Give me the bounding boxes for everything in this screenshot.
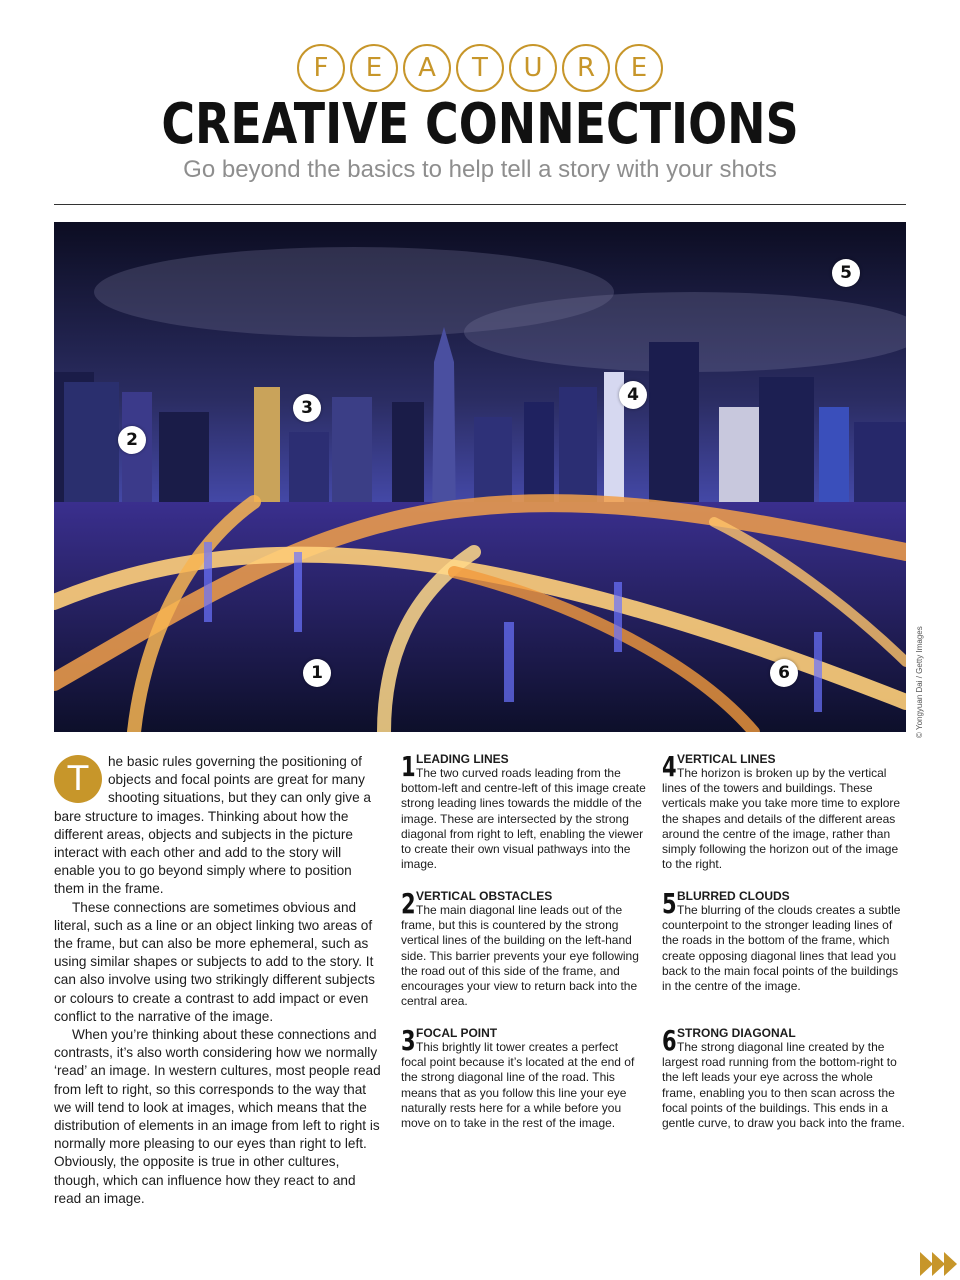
- feature-letter: E: [615, 44, 663, 92]
- header-divider: [54, 204, 906, 205]
- tip-title: VERTICAL LINES: [677, 752, 776, 766]
- photo-marker-2: 2: [118, 426, 146, 454]
- tip-number: 3: [401, 1024, 416, 1057]
- photo-marker-4: 4: [619, 381, 647, 409]
- tip-body: The strong diagonal line created by the largest road running from the bottom-right to the left leads your eye across the whole frame, enabling you to then scan across the focal points of the buildings. This ends in a gentle curve, to draw you back into the frame.: [662, 1040, 905, 1131]
- intro-paragraph: he basic rules governing the positioning of objects and focal points are great for many shooting situations, but they can only give a bare structure to images. Thinking about how the different areas, objects and subjects in the picture interact with each other and add to the story will enable you to go beyond simply where to position them in the frame.: [54, 754, 371, 897]
- photo-illustration: [54, 222, 906, 732]
- photo-marker-5: 5: [832, 259, 860, 287]
- tips-column-right: [662, 752, 907, 1163]
- tip-vertical-lines: [662, 752, 907, 889]
- photo-marker-6: 6: [770, 659, 798, 687]
- tip-body: The two curved roads leading from the bottom-left and centre-left of this image create strong leading lines towards the middle of the image. These are intersected by the strong diagonal from right to left, enabling the viewer to create their own visual pathways into the image.: [401, 766, 646, 872]
- tip-body: This brightly lit tower creates a perfect focal point because it’s located at the end of the strong diagonal line of the road. This means that as you follow this line your eye naturally rests here for a while before you move on to take in the rest of the image.: [401, 1040, 635, 1131]
- tip-title: VERTICAL OBSTACLES: [416, 889, 553, 903]
- intro-paragraph: These connections are sometimes obvious and literal, such as a line or an object linking two areas of the frame, but can also be more ephemeral, such as using similar shapes or subjects to add to the story. It can also involve using two strikingly different subjects or colours to create a contrast to add impact or even conflict to the narrative of the image.: [54, 899, 375, 1024]
- page-subtitle: Go beyond the basics to help tell a story with your shots: [183, 156, 777, 183]
- tip-number: 2: [401, 887, 416, 920]
- page-title: CREATIVE CONNECTIONS: [161, 92, 799, 157]
- tip-strong-diagonal: [662, 1026, 907, 1163]
- tip-body: The horizon is broken up by the vertical lines of the towers and buildings. These verticals make you take more time to explore the shapes and details of the different areas around the centre of the image, rather than simply following the horizon out of the image to the right.: [662, 766, 901, 872]
- photo-marker-3: 3: [293, 394, 321, 422]
- feature-letter: T: [456, 44, 504, 92]
- feature-letter: U: [509, 44, 557, 92]
- tip-body: The blurring of the clouds creates a subtle counterpoint to the stronger leading lines of the roads in the bottom of the frame, which create opposing diagonal lines that lead you back to the main focal points of the buildings in the centre of the image.: [662, 903, 901, 994]
- drop-cap: T: [54, 755, 102, 803]
- tip-number: 5: [662, 887, 677, 920]
- tip-title: LEADING LINES: [416, 752, 509, 766]
- city-highway-photo: [54, 222, 906, 732]
- feature-letter: A: [403, 44, 451, 92]
- intro-article: [54, 753, 385, 1208]
- photo-credit: © Yongyuan Dai / Getty Images: [915, 626, 924, 738]
- tip-title: FOCAL POINT: [416, 1026, 498, 1040]
- tip-number: 6: [662, 1024, 677, 1057]
- tip-blurred-clouds: [662, 889, 907, 1026]
- feature-label: [0, 44, 960, 92]
- tip-leading-lines: [401, 752, 646, 889]
- next-page-arrow-icon[interactable]: [920, 1252, 956, 1276]
- tip-body: The main diagonal line leads out of the frame, but this is countered by the strong vertical lines of the building on the left-hand side. This barrier prevents your eye following the road out of this side of the frame, and encourages your view to return back into the central area.: [401, 903, 639, 1009]
- photo-marker-1: 1: [303, 659, 331, 687]
- intro-paragraph: When you’re thinking about these connections and contrasts, it’s also worth considering how we normally ‘read’ an image. In western cultures, most people read from left to right, so this corresponds to the way that we will tend to look at images, which means that the distribution of elements in an image from left to right is normally more pleasing to our eyes than right to left. Obviously, the opposite is true in other cultures, though, which can influence how they react to and read an image.: [54, 1027, 381, 1206]
- tip-number: 4: [662, 750, 677, 783]
- feature-letter: F: [297, 44, 345, 92]
- tip-focal-point: [401, 1026, 646, 1163]
- feature-letter: R: [562, 44, 610, 92]
- tip-title: BLURRED CLOUDS: [677, 889, 790, 903]
- feature-letter: E: [350, 44, 398, 92]
- tip-vertical-obstacles: [401, 889, 646, 1026]
- tip-number: 1: [401, 750, 416, 783]
- tips-column-left: [401, 752, 646, 1163]
- tip-title: STRONG DIAGONAL: [677, 1026, 796, 1040]
